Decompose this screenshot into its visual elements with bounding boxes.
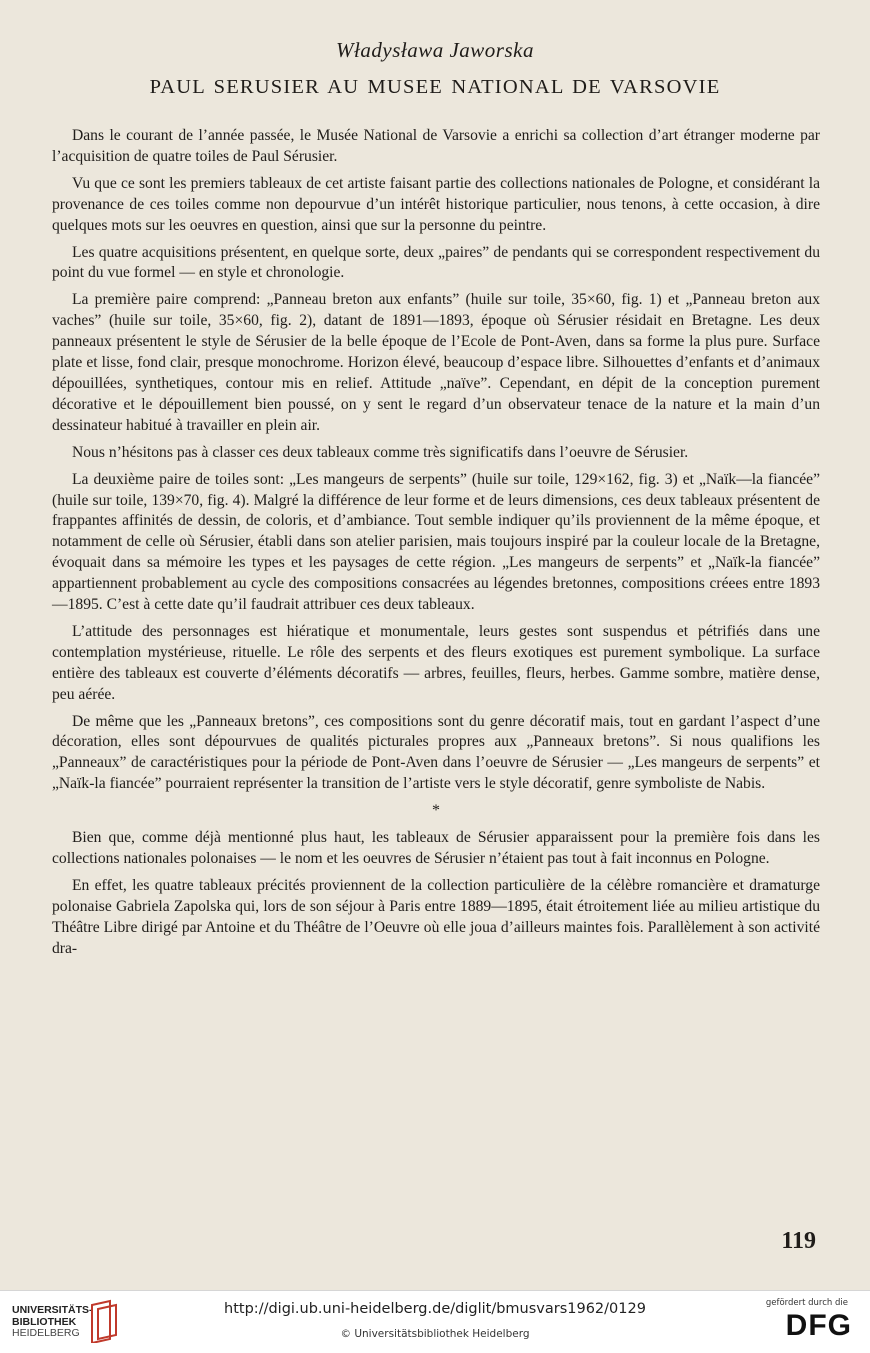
article-body bbox=[52, 126, 820, 966]
paragraph: En effet, les quatre tableaux précités proviennent de la collection particulière de la célèbre romancière et dramaturge polonaise Gabriela Zapolska qui, lors de son séjour à Paris entre 1889—1895, était étroitement liée au milieu artistique du Théâtre Libre dirigé par Antoine et du Théâtre de l’Oeuvre où elle joua d’ailleurs maintes fois. Parallèlement à son activité dra- bbox=[52, 876, 820, 957]
paragraph: La première paire comprend: „Panneau breton aux enfants” (huile sur toile, 35×60, fig. 1) et „Panneau breton aux vaches” (huile sur toile, 35×60, fig. 2), datant de 1891—1893, époque où Sérusier résidait en Bretagne. Les deux panneaux présentent le style de Sérusier de la belle époque de l’Ecole de Pont-Aven, dans sa forme la plus pure. Surface plate et lisse, fond clair, presque monochrome. Horizon élevé, beaucoup d’espace libre. Silhouettes d’enfants et d’animaux dépouillées, synthetiques, contour mis en relief. Attitude „naïve”. Cependant, en dépit de la conception purement décorative et le dépouillement bien poussé, on y sent le regard d’un observateur tenace de la nature et la main d’un dessinateur habitué à travailler en plein air. bbox=[52, 291, 820, 434]
permalink-url[interactable]: http://digi.ub.uni-heidelberg.de/diglit/bmusvars1962/0129 bbox=[224, 1301, 646, 1317]
paragraph: Bien que, comme déjà mentionné plus haut, les tableaux de Sérusier apparaissent pour la première fois dans les collections nationales polonaises — le nom et les oeuvres de Sérusier n’étaient pas tout à fait inconnus en Pologne. bbox=[52, 829, 820, 867]
copyright-notice: © Universitätsbibliothek Heidelberg bbox=[340, 1328, 530, 1340]
paragraph: La deuxième paire de toiles sont: „Les mangeurs de serpents” (huile sur toile, 129×162, fig. 3) et „Naïk—la fiancée” (huile sur toile, 139×70, fig. 4). Malgré la différence de leur forme et de leurs dimensions, ces deux tableaux présentent de frappantes affinités de dessin, de coloris, et d’ambiance. Tout semble indiquer qu’ils proviennent de la même époque, et notamment de celle où Sérusier, établi dans son atelier parisien, mais toujours inspiré par la couleur locale de la Bretagne, évoquait dans sa mémoire les types et les paysages de cette région. „Les mangeurs de serpents” et „Naïk-la fiancée” appartiennent probablement au cycle des compositions consacrées au légendes bretonnes, compositions créees entre 1893—1895. C’est à cette date qu’il faudrait attribuer ces deux tableaux. bbox=[52, 470, 820, 614]
paragraph: Les quatre acquisitions présentent, en quelque sorte, deux „paires” de pendants qui se correspondent respectivement du point du vue formel — en style et chronologie. bbox=[52, 243, 820, 282]
page-number: 119 bbox=[781, 1228, 816, 1254]
paragraph: L’attitude des personnages est hiératique et monumentale, leurs gestes sont suspendus et pétrifiés dans une contemplation mystérieuse, rituelle. Le rôle des serpents et des fleurs exotiques est purement symbolique. La surface entière des tableaux est couverte d’éléments décoratifs — arbres, feuilles, fleurs, herbes. Gamme sombre, matière dense, peu aérée. bbox=[52, 622, 820, 703]
digitization-footer bbox=[0, 1290, 870, 1353]
funding-caption: gefördert durch die bbox=[765, 1298, 848, 1308]
library-name-line: UNIVERSITÄTS- bbox=[12, 1304, 93, 1316]
paragraph: Nous n’hésitons pas à classer ces deux tableaux comme très significatifs dans l’oeuvre de Sérusier. bbox=[72, 443, 689, 461]
library-name-line: BIBLIOTHEK bbox=[12, 1315, 77, 1328]
paragraph: Vu que ce sont les premiers tableaux de cet artiste faisant partie des collections nationales de Pologne, et considérant la provenance de ces toiles comme non depourvue d’un intérêt historique particulier, nous tenons, à cette occasion, à dire quelques mots sur les oeuvres en question, ainsi que sur la personne du peintre. bbox=[52, 174, 820, 234]
author-name: Władysława Jaworska bbox=[336, 38, 534, 62]
section-separator: * bbox=[432, 802, 440, 820]
paragraph: De même que les „Panneaux bretons”, ces compositions sont du genre décoratif mais, tout en gardant l’aspect d’une décoration, elles sont dépourvues de qualités picturales propres aux „Panneaux bretons”. Si nous qualifions les „Panneaux” de caractéristiques pour la période de Pont-Aven dans l’oeuvre de Sérusier — „Les mangeurs de serpents” et „Naïk-la fiancée” pourraient représenter la transition de l’artiste vers le style décoratif, genre symboliste de Nabis. bbox=[52, 712, 820, 793]
dfg-logo[interactable]: DFG bbox=[785, 1309, 852, 1342]
library-name-line: HEIDELBERG bbox=[12, 1327, 80, 1339]
paragraph: Dans le courant de l’année passée, le Musée National de Varsovie a enrichi sa collection d’art étranger moderne par l’acquisition de quatre toiles de Paul Sérusier. bbox=[52, 127, 820, 165]
article-title: PAUL SERUSIER AU MUSEE NATIONAL DE VARSOVIE bbox=[149, 76, 721, 98]
